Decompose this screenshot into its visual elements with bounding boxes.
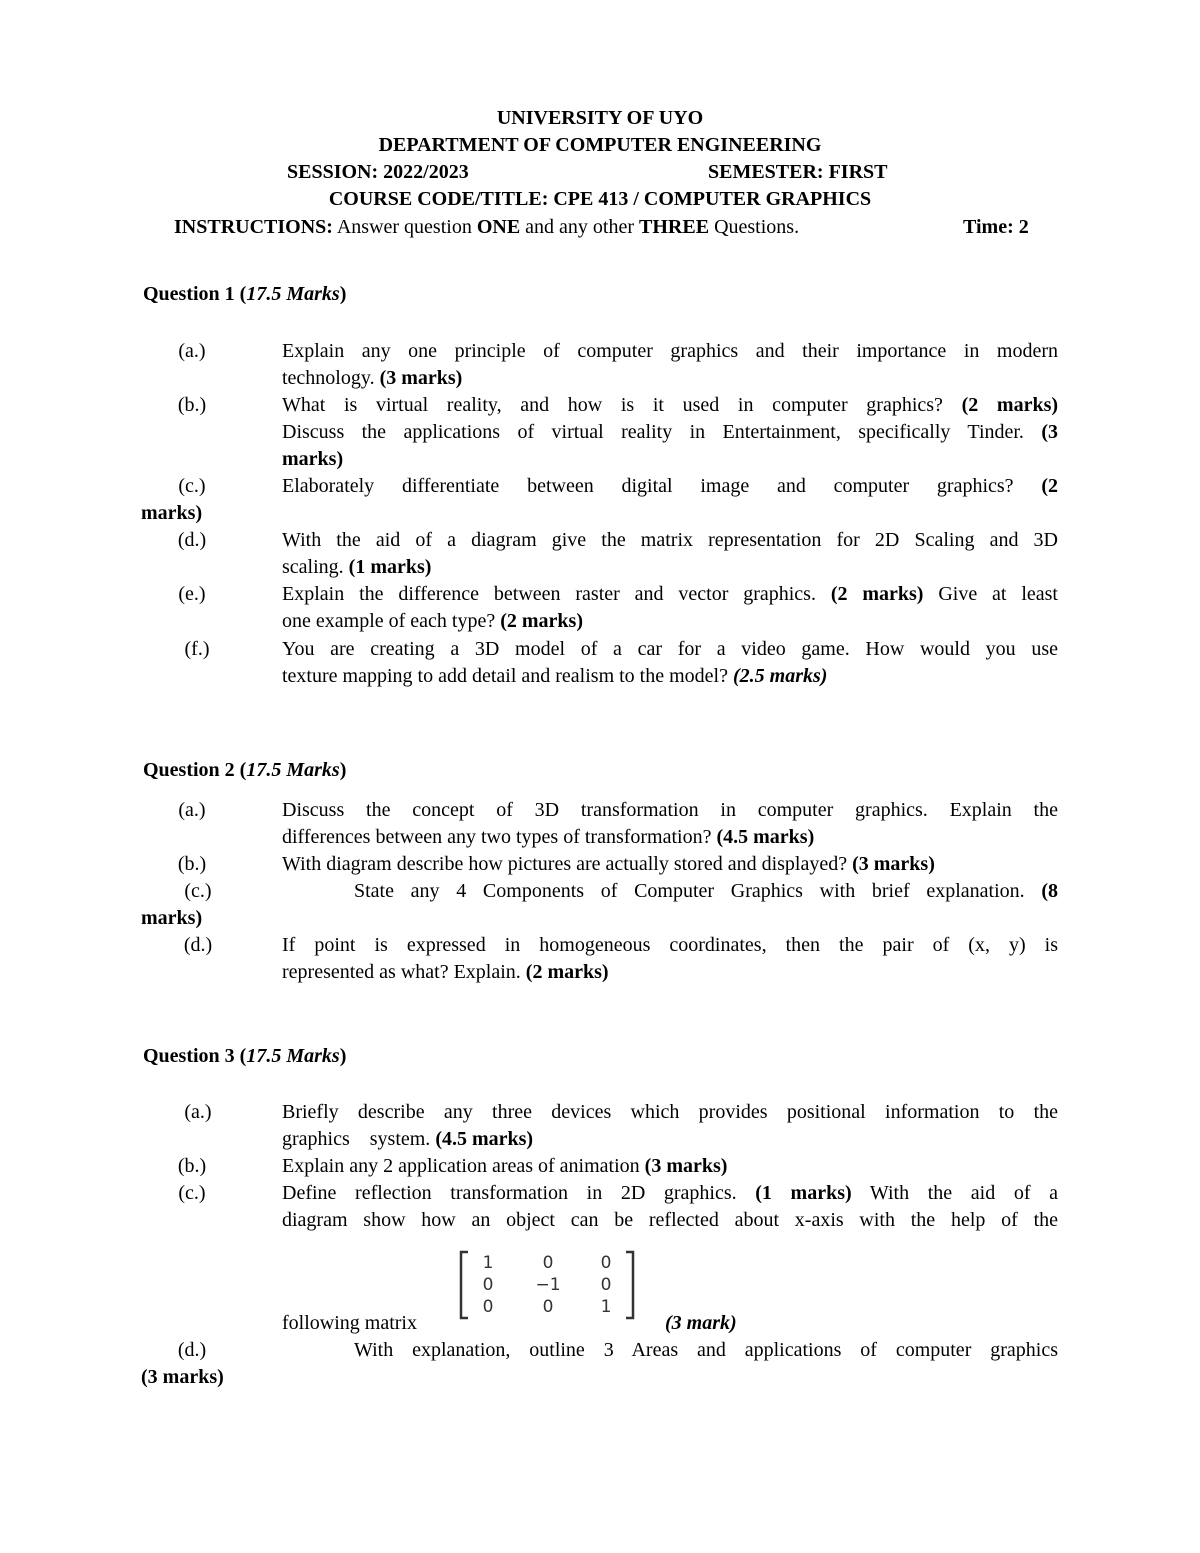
q1-c-text: Elaborately differentiate between digital image and computer graphics? (2 (282, 475, 1059, 497)
time: Time: 2 (963, 216, 1029, 238)
q3-b-label: (b.) (177, 1155, 207, 1177)
q2-c-marks-wrap: marks) (141, 907, 203, 929)
q1-a-label: (a.) (178, 340, 206, 362)
matrix-cell: 0 (600, 1253, 612, 1273)
q2-a-label: (a.) (178, 799, 206, 821)
matrix-cell: 0 (482, 1275, 494, 1295)
q2-c-text: State any 4 Components of Computer Graphics with brief explanation. (8 (354, 880, 1058, 902)
semester: SEMESTER: FIRST (708, 161, 888, 183)
q1-b-label: (b.) (177, 394, 207, 416)
department-name: DEPARTMENT OF COMPUTER ENGINEERING (378, 134, 822, 156)
q3-d-marks: (3 marks) (141, 1366, 224, 1388)
university-name: UNIVERSITY OF UYO (496, 107, 704, 129)
session: SESSION: 2022/2023 (287, 161, 469, 183)
q3-c-matrix-marks: (3 mark) (665, 1312, 737, 1334)
reflection-matrix (458, 1250, 636, 1320)
q2-b-label: (b.) (177, 853, 207, 875)
q2-a-text: Discuss the concept of 3D transformation in computer graphics. Explain the differences between any two types of transformation? (4.5 marks) (282, 799, 1058, 848)
q2-c-label: (c.) (184, 880, 212, 902)
matrix-cell: 1 (482, 1253, 494, 1273)
question-1-title: Question 1 (17.5 Marks) (143, 283, 347, 305)
q1-d-text: With the aid of a diagram give the matrix representation for 2D Scaling and 3D scaling. (1 marks) (282, 529, 1058, 578)
question-3-title: Question 3 (17.5 Marks) (143, 1045, 347, 1067)
q1-e-label: (e.) (178, 583, 206, 605)
q2-d-text: If point is expressed in homogeneous coordinates, then the pair of (x, y) is represented as what? Explain. (2 marks) (282, 934, 1058, 983)
matrix-cell: 0 (600, 1275, 612, 1295)
matrix-cell: 1 (600, 1297, 612, 1317)
instructions: INSTRUCTIONS: Answer question ONE and any other THREE Questions. (174, 216, 800, 238)
q1-e-text: Explain the difference between raster and vector graphics. (2 marks) Give at least one example of each type? (2 marks) (282, 583, 1058, 632)
q1-c-marks-wrap: marks) (141, 502, 203, 524)
q3-a-text: Briefly describe any three devices which provides positional information to the graphics system. (4.5 marks) (282, 1101, 1058, 1150)
course-title: COURSE CODE/TITLE: CPE 413 / COMPUTER GRAPHICS (328, 188, 872, 210)
q3-d-text: With explanation, outline 3 Areas and applications of computer graphics (354, 1339, 1058, 1361)
matrix-cell: 0 (542, 1297, 554, 1317)
matrix-cell: 0 (482, 1297, 494, 1317)
matrix-cell: −1 (535, 1275, 561, 1295)
q1-f-label: (f.) (184, 638, 210, 660)
q1-b-text: What is virtual reality, and how is it used in computer graphics? (2 marks) Discuss the applications of virtual reality in Entertainment, specifically Tinder. (3 marks) (282, 394, 1059, 470)
instructions-label: INSTRUCTIONS: (174, 216, 333, 238)
question-2-title: Question 2 (17.5 Marks) (143, 759, 347, 781)
q3-c-matrix-caption: following matrix (282, 1312, 417, 1334)
matrix-cell: 0 (542, 1253, 554, 1273)
q1-c-label: (c.) (178, 475, 206, 497)
q2-d-label: (d.) (183, 934, 213, 956)
q3-c-text: Define reflection transformation in 2D graphics. (1 marks) With the aid of a diagram show how an object can be reflected about x-axis with the help of the (282, 1182, 1058, 1231)
q1-f-text: You are creating a 3D model of a car for a video game. How would you use texture mapping to add detail and realism to the model? (2.5 marks) (282, 638, 1058, 687)
q3-b-text: Explain any 2 application areas of animation (3 marks) (282, 1155, 728, 1177)
q3-a-label: (a.) (184, 1101, 212, 1123)
q3-c-label: (c.) (178, 1182, 206, 1204)
q1-d-label: (d.) (177, 529, 207, 551)
q3-d-label: (d.) (177, 1339, 207, 1361)
q1-a-text: Explain any one principle of computer graphics and their importance in modern technology. (3 marks) (282, 340, 1058, 389)
q2-b-text: With diagram describe how pictures are actually stored and displayed? (3 marks) (282, 853, 935, 875)
